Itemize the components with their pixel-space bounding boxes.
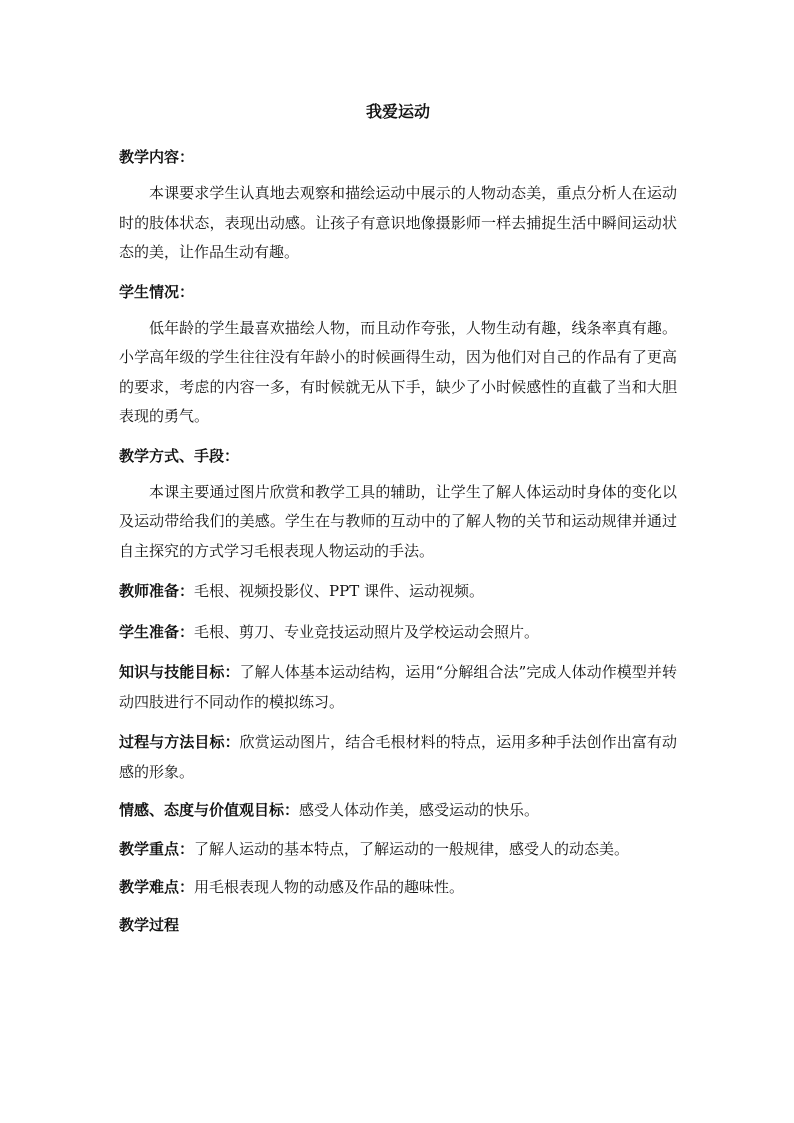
item-text: 用毛根表现人物的动感及作品的趣味性。 <box>194 878 465 896</box>
section-heading-process: 教学过程 <box>119 915 180 934</box>
item-knowledge-goal <box>119 658 677 717</box>
item-key-point <box>119 835 677 865</box>
item-text: 了解人体基本运动结构，运用“分解组合法”完成人体动作模型并转动四肢进行不同动作的模拟练习。 <box>119 663 677 711</box>
section-text-students: 低年龄的学生最喜欢描绘人物，而且动作夸张，人物生动有趣，线条率真有趣。小学高年级的学生往往没有年龄小的时候画得生动，因为他们对自己的作品有了更高的要求，考虑的内容一多，有时候就无从下手，缺少了小时候感性的直截了当和大胆表现的勇气。 <box>119 318 677 425</box>
section-heading-methods: 教学方式、手段： <box>119 446 240 465</box>
item-text: 欣赏运动图片，结合毛根材料的特点，运用多种手法创作出富有动感的形象。 <box>119 733 677 781</box>
item-label: 情感、态度与价值观目标： <box>119 801 300 819</box>
item-text: 感受人体动作美，感受运动的快乐。 <box>299 801 540 819</box>
item-process-goal <box>119 728 677 787</box>
item-label: 过程与方法目标： <box>119 733 240 751</box>
section-heading-content: 教学内容： <box>119 148 195 166</box>
item-text: 了解人运动的基本特点，了解运动的一般规律，感受人的动态美。 <box>194 839 630 858</box>
section-text-methods: 本课主要通过图片欣赏和教学工具的辅助，让学生了解人体运动时身体的变化以及运动带给我们的美感。学生在与教师的互动中的了解人物的关节和运动规律并通过自主探究的方式学习毛根表现人物运动的手法。 <box>119 482 677 560</box>
item-text: 毛根、剪刀、专业竞技运动照片及学校运动会照片。 <box>194 622 540 641</box>
section-heading-students: 学生情况： <box>119 282 195 301</box>
item-label: 教学重点： <box>119 839 195 858</box>
document-page <box>119 100 677 938</box>
item-emotion-goal <box>119 796 677 826</box>
item-label: 知识与技能目标： <box>119 663 240 681</box>
section-text-content: 本课要求学生认真地去观察和描绘运动中展示的人物动态美，重点分析人在运动时的肢体状态，表现出动感。让孩子有意识地像摄影师一样去捕捉生活中瞬间运动状态的美，让作品生动有趣。 <box>119 184 677 261</box>
item-label: 学生准备： <box>119 622 195 641</box>
item-student-prep <box>119 618 677 648</box>
document-title: 我爱运动 <box>365 102 430 121</box>
item-teacher-prep <box>119 577 677 607</box>
item-label: 教师准备： <box>119 582 195 600</box>
item-text: 毛根、视频投影仪、PPT 课件、运动视频。 <box>194 582 484 600</box>
item-difficulty <box>119 873 677 903</box>
item-label: 教学难点： <box>119 878 195 896</box>
